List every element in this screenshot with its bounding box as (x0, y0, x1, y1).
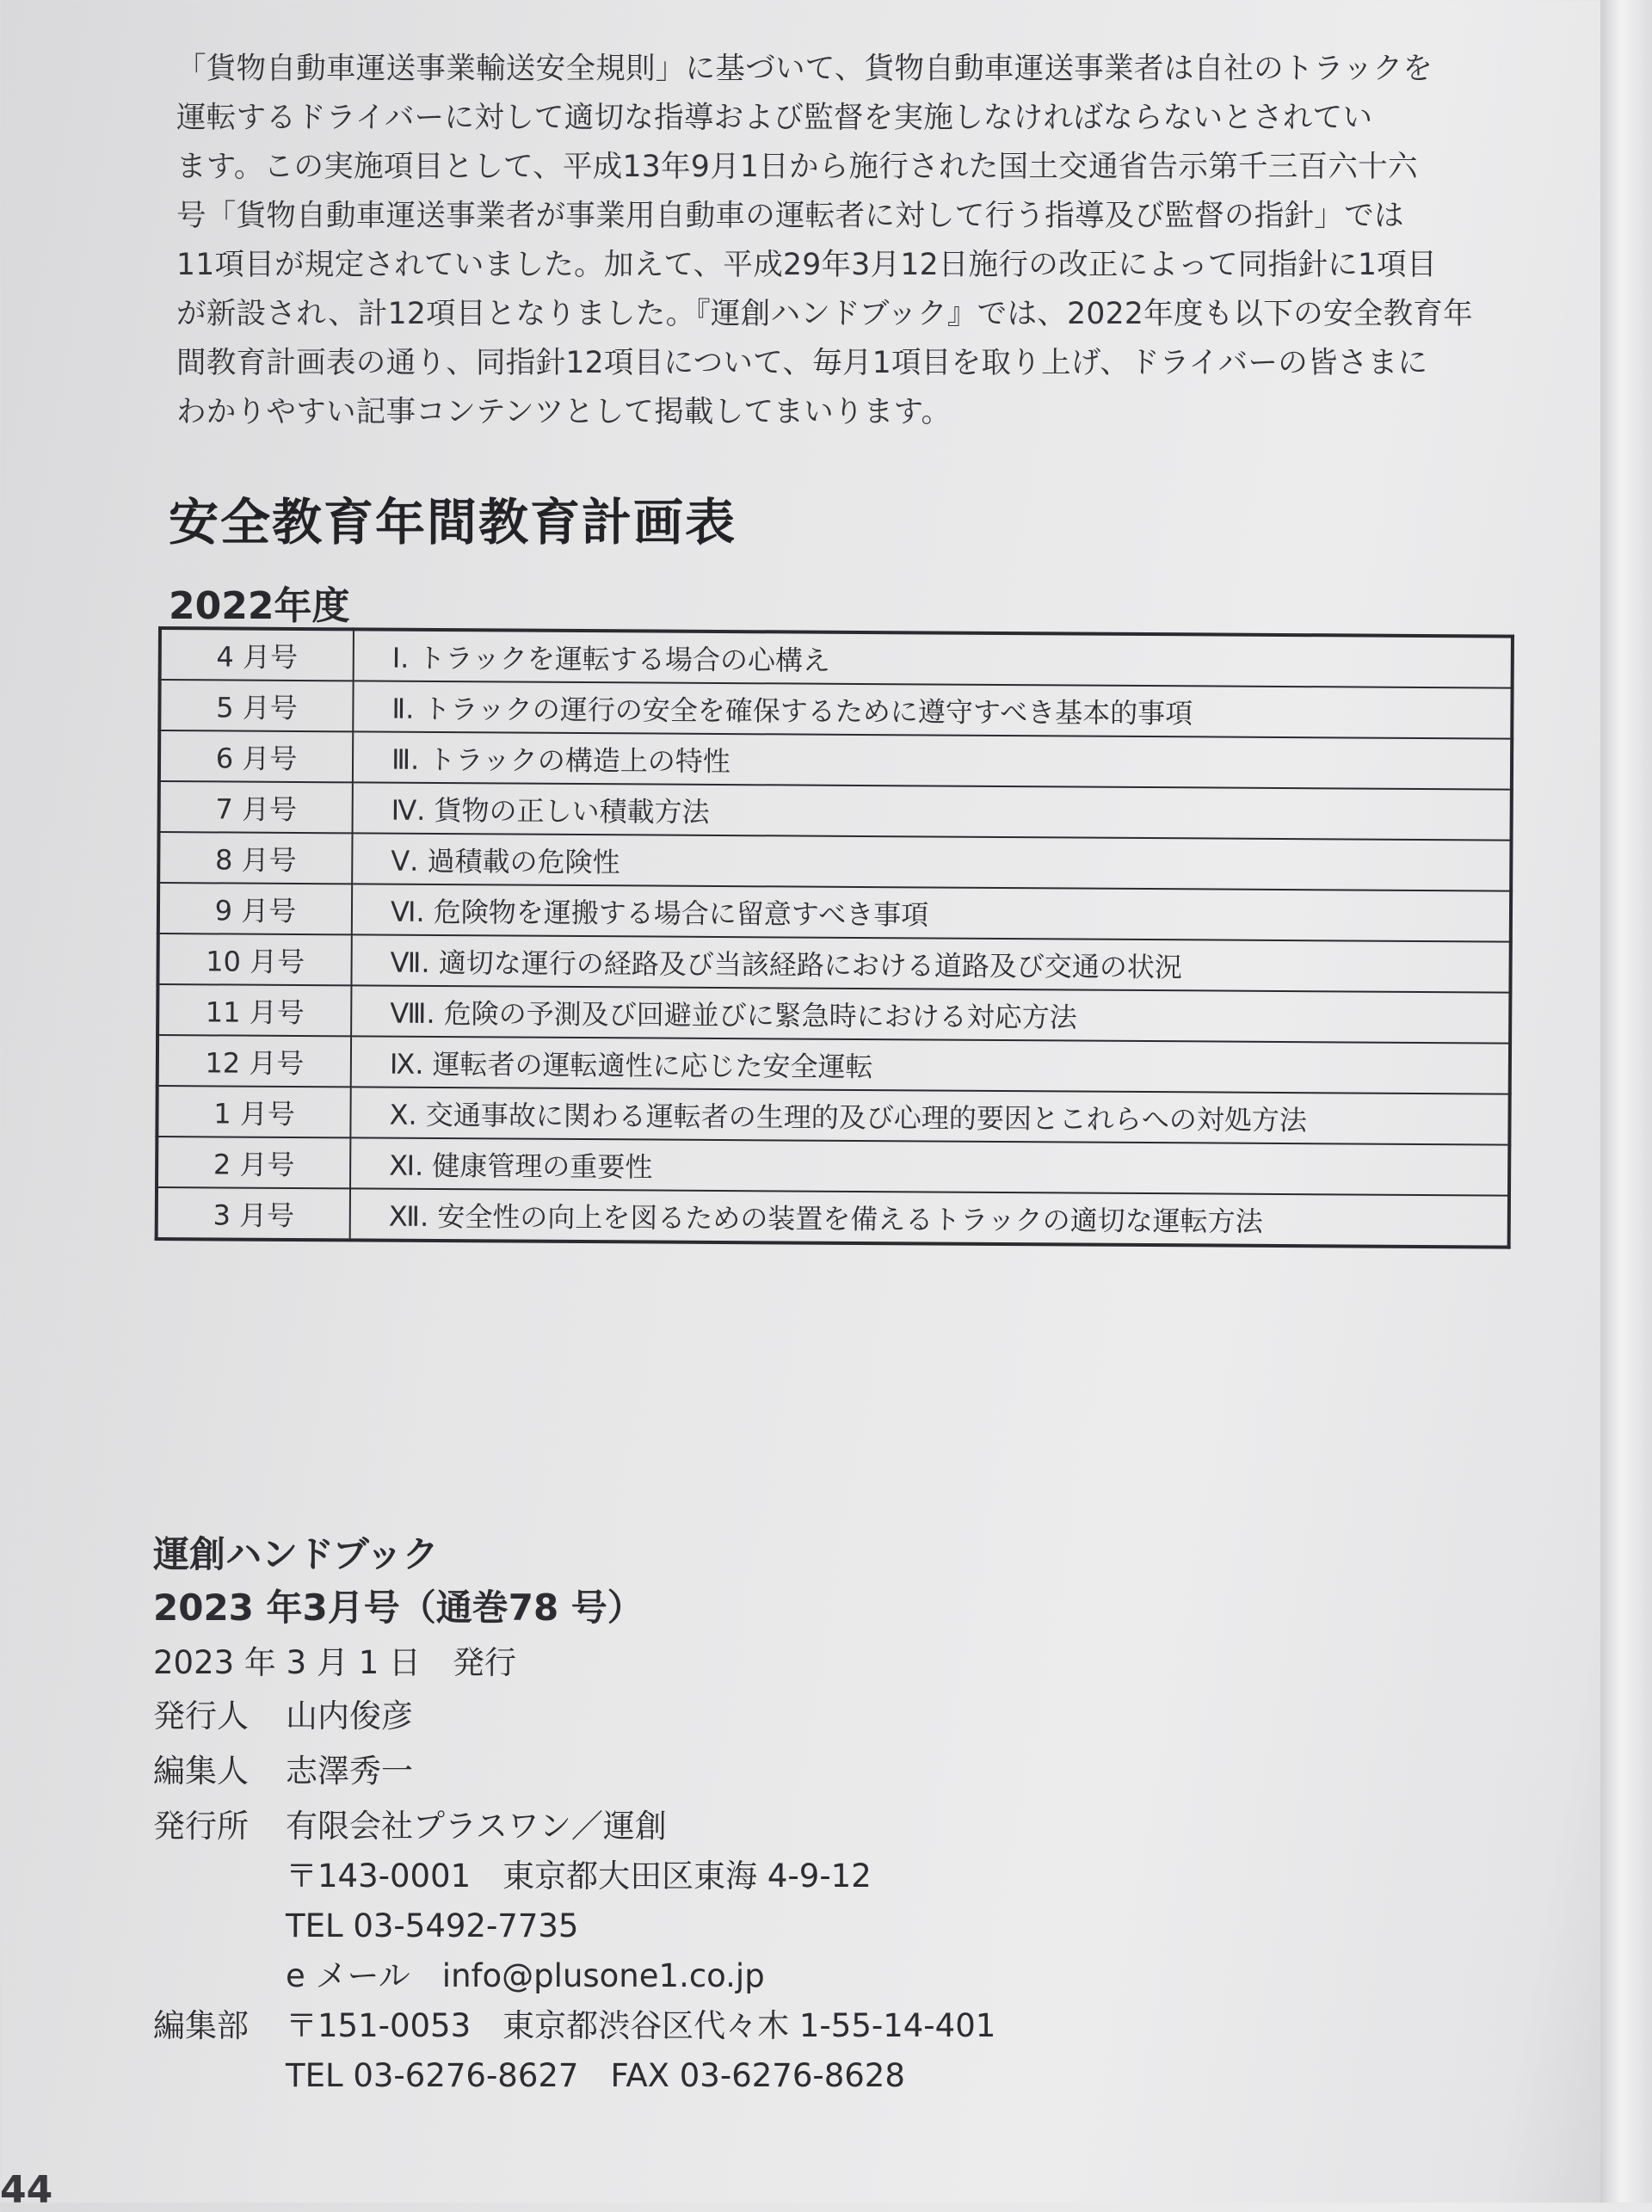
section-title: 安全教育年間教育計画表 (169, 493, 737, 551)
table-row (159, 680, 1512, 739)
intro-line: 間教育計画表の通り、同指針12項目について、毎月1項目を取り上げ、ドライバーの皆さまに (176, 346, 1428, 380)
intro-line: 11項目が規定されていました。加えて、平成29年3月12日施行の改正によって同指針に1項目 (176, 248, 1437, 282)
fiscal-year-label: 2022年度 (169, 584, 350, 628)
topic-cell: Ⅱ. トラックの運行の安全を確保するために遵守すべき基本的事項 (353, 681, 1512, 738)
table-row (157, 1086, 1509, 1145)
month-cell: 9 月号 (158, 883, 352, 934)
month-cell: 12 月号 (157, 1035, 351, 1087)
table-row (159, 730, 1512, 790)
page-edge-shadow (1600, 0, 1652, 2203)
publisher-name: 山内俊彦 (286, 1698, 413, 1734)
topic-cell: Ⅹ. 交通事故に関わる運転者の生理的及び心理的要因とこれらへの対処方法 (350, 1087, 1509, 1144)
intro-line: 運転するドライバーに対して適切な指導および監督を実施しなければならないとされてい (176, 101, 1373, 135)
month-cell: 10 月号 (157, 933, 351, 985)
month-cell: 4 月号 (160, 628, 354, 681)
office-row (153, 1802, 1272, 1852)
intro-line: が新設され、計12項目となりました。『運創ハンドブック』では、2022年度も以下の安全教育年 (176, 297, 1473, 331)
office-label: 発行所 (153, 1808, 249, 1845)
topic-cell: Ⅳ. 貨物の正しい積載方法 (353, 782, 1512, 840)
month-cell: 8 月号 (158, 832, 352, 884)
month-cell: 7 月号 (159, 781, 353, 833)
table-row (158, 883, 1511, 942)
topic-cell: Ⅶ. 適切な運行の経路及び当該経路における道路及び交通の状況 (351, 934, 1510, 992)
topic-cell: Ⅸ. 運転者の運転適性に応じた安全運転 (351, 1036, 1510, 1094)
editor-name: 志澤秀一 (286, 1753, 413, 1790)
intro-paragraph (176, 45, 1493, 437)
intro-line: 号「貨物自動車運送事業者が事業用自動車の運転者に対して行う指導及び監督の指針」では (176, 199, 1404, 233)
office-tel: TEL 03-5492-7735 (286, 1907, 579, 1944)
topic-cell: Ⅰ. トラックを運転する場合の心構え (354, 629, 1513, 687)
month-cell: 5 月号 (159, 680, 353, 731)
topic-cell: Ⅻ. 安全性の向上を図るための装置を備えるトラックの適切な運転方法 (350, 1188, 1509, 1247)
table-row (157, 933, 1510, 993)
intro-line: 「貨物自動車運送事業輸送安全規則」に基づいて、貨物自動車運送事業者は自社のトラックを (176, 52, 1433, 86)
table-row (159, 781, 1512, 841)
table-row (160, 628, 1513, 688)
month-cell: 1 月号 (157, 1086, 350, 1137)
editorial-label: 編集部 (153, 2007, 249, 2044)
editor-label: 編集人 (153, 1753, 249, 1790)
month-cell: 2 月号 (157, 1137, 350, 1188)
page-number: 44 (0, 2168, 53, 2212)
editorial-address: 〒151-0053 東京都渋谷区代々木 1-55-14-401 (286, 2007, 996, 2044)
intro-line: ます。この実施項目として、平成13年9月1日から施行された国土交通省告示第千三百六十六 (176, 150, 1418, 184)
topic-cell: Ⅴ. 過積載の危険性 (352, 833, 1511, 890)
issue-number: 2023 年3月号（通巻78 号） (153, 1587, 644, 1629)
month-cell: 11 月号 (157, 984, 351, 1036)
topic-cell: Ⅲ. トラックの構造上の特性 (353, 731, 1512, 789)
education-schedule-table (155, 626, 1514, 1249)
topic-cell: Ⅺ. 健康管理の重要性 (350, 1137, 1509, 1195)
office-name: 有限会社プラスワン／運創 (286, 1808, 667, 1845)
table-row (157, 984, 1510, 1044)
intro-line: わかりやすい記事コンテンツとして掲載してまいります。 (176, 395, 952, 429)
month-cell: 3 月号 (157, 1187, 350, 1240)
editor-row (153, 1747, 1272, 1796)
publication-date: 2023 年 3 月 1 日 発行 (153, 1644, 517, 1681)
month-cell: 6 月号 (159, 730, 353, 782)
office-email: e メール info@plusone1.co.jp (286, 1957, 765, 1994)
editorial-tel-fax: TEL 03-6276-8627 FAX 03-6276-8628 (286, 2057, 905, 2094)
publisher-label: 発行人 (153, 1698, 249, 1734)
table-row (157, 1137, 1509, 1196)
publisher-row (153, 1691, 1272, 1741)
colophon (153, 1528, 1272, 2101)
table-row (157, 1035, 1510, 1094)
editorial-row (153, 2001, 1272, 2051)
topic-cell: Ⅵ. 危険物を運搬する場合に留意すべき事項 (352, 884, 1511, 941)
topic-cell: Ⅷ. 危険の予測及び回避並びに緊急時における対応方法 (351, 985, 1510, 1043)
table-row (158, 832, 1511, 891)
office-address: 〒143-0001 東京都大田区東海 4-9-12 (286, 1858, 872, 1895)
magazine-title: 運創ハンドブック (153, 1533, 439, 1575)
table-row (157, 1187, 1509, 1248)
